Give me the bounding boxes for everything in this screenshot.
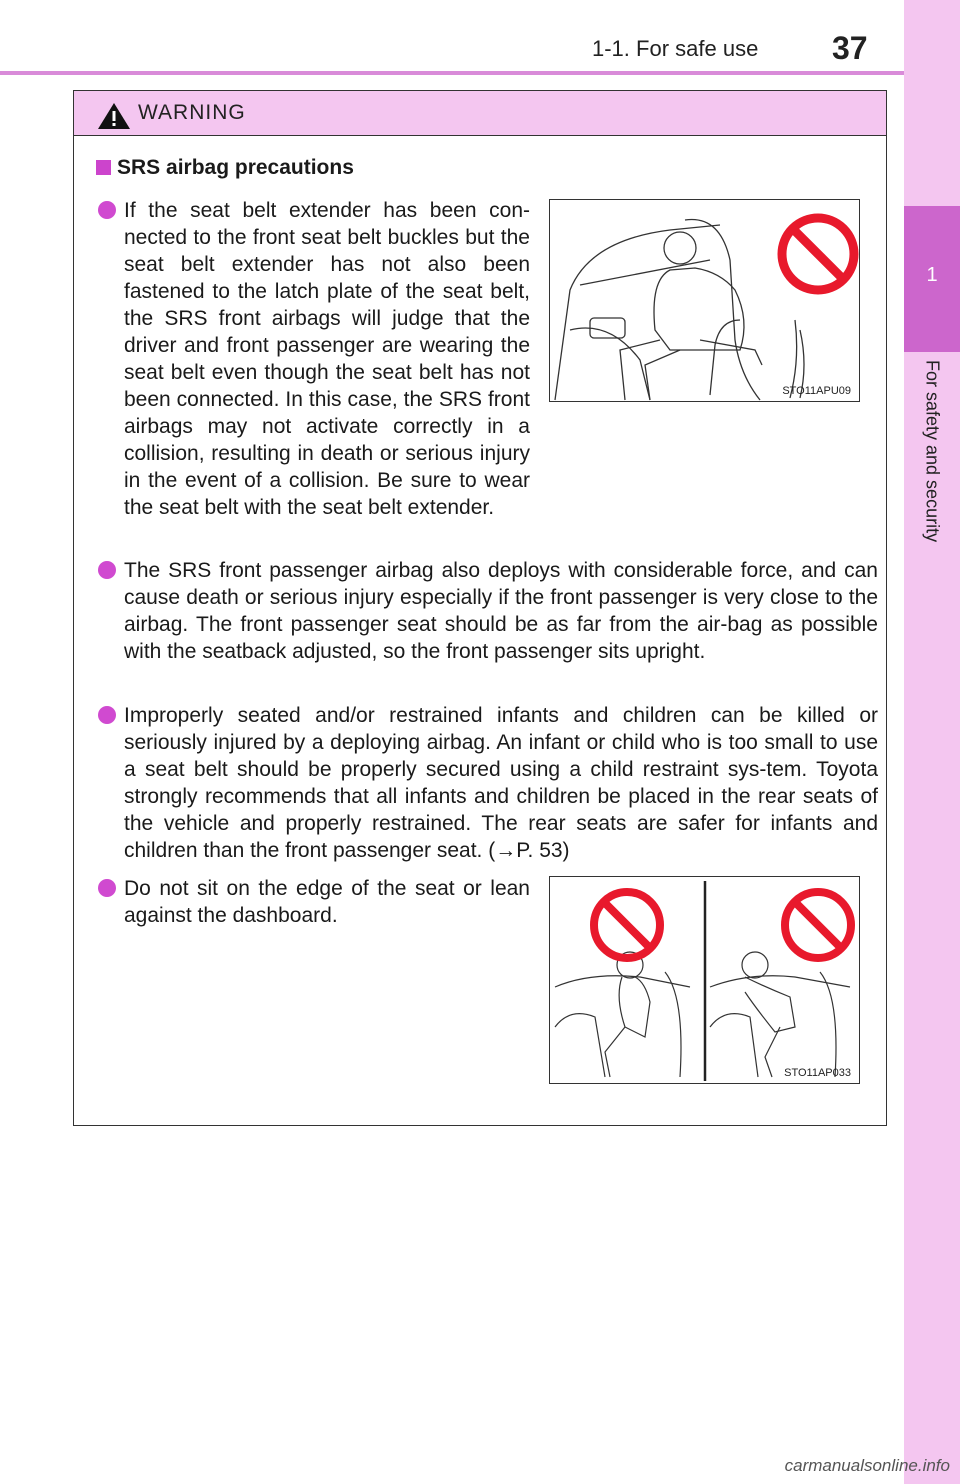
warning-title: WARNING	[138, 101, 246, 124]
header-rule	[0, 71, 904, 75]
warning-box	[73, 90, 887, 1126]
bullet-text: Do not sit on the edge of the seat or lean against the dashboard.	[124, 877, 530, 927]
bullet-text: Improperly seated and/or restrained infants and children can be killed or seriously injured by a deploying airbag. An infant or child who is too small to use a seat belt should be properly secured using a child restraint sys-tem. Toyota strongly recommends that all infants and children be placed in the rear seats of the vehicle and properly restrained. The rear seats are safer for infants and children than the front passenger seat. (→P. 53)	[124, 704, 878, 862]
figure-code: STO11APU09	[782, 385, 851, 397]
bullet-dot-icon	[98, 561, 116, 579]
bullet-text: The SRS front passenger airbag also deploys with considerable force, and can cause death or serious injury especially if the front passenger is very close to the airbag. The front passenger seat should be as far from the air-bag as possible with the seatback adjusted, so the front passenger sits upright.	[124, 559, 878, 663]
warning-bullet	[124, 702, 878, 864]
bullet-text: If the seat belt extender has been con-nected to the front seat belt buckles but the seat belt extender has not also been fastened to the latch plate of the seat belt, the SRS front airbags will judge that the driver and front passenger are wearing the seat belt even though the seat belt has not been connected. In this case, the SRS front airbags may not activate correctly in a collision, resulting in death or serious injury in the event of a collision. Be sure to wear the seat belt with the seat belt extender.	[124, 199, 530, 519]
figure-code: STO11AP033	[784, 1067, 851, 1079]
site-watermark: carmanualsonline.info	[784, 1456, 950, 1475]
bullet-dot-icon	[98, 879, 116, 897]
chapter-title-vertical	[912, 360, 952, 610]
figure-seat-belt-extender	[549, 199, 860, 402]
seated-passenger-illustration	[550, 200, 860, 402]
running-header-section: 1-1. For safe use	[592, 36, 759, 61]
improper-posture-illustration	[550, 877, 860, 1084]
warning-bullet	[124, 197, 530, 521]
warning-triangle-icon	[96, 101, 132, 131]
warning-bullet	[124, 875, 530, 929]
bullet-dot-icon	[98, 706, 116, 724]
bullet-dot-icon	[98, 201, 116, 219]
section-title-text: SRS airbag precautions	[117, 156, 354, 179]
chapter-number: 1	[926, 264, 938, 286]
page-number: 37	[832, 30, 868, 66]
warning-bullet	[124, 557, 878, 665]
square-bullet-icon	[96, 160, 111, 175]
chapter-title: For safety and security	[922, 360, 943, 543]
section-title	[96, 156, 354, 180]
warning-header	[74, 91, 886, 136]
figure-sitting-posture	[549, 876, 860, 1084]
